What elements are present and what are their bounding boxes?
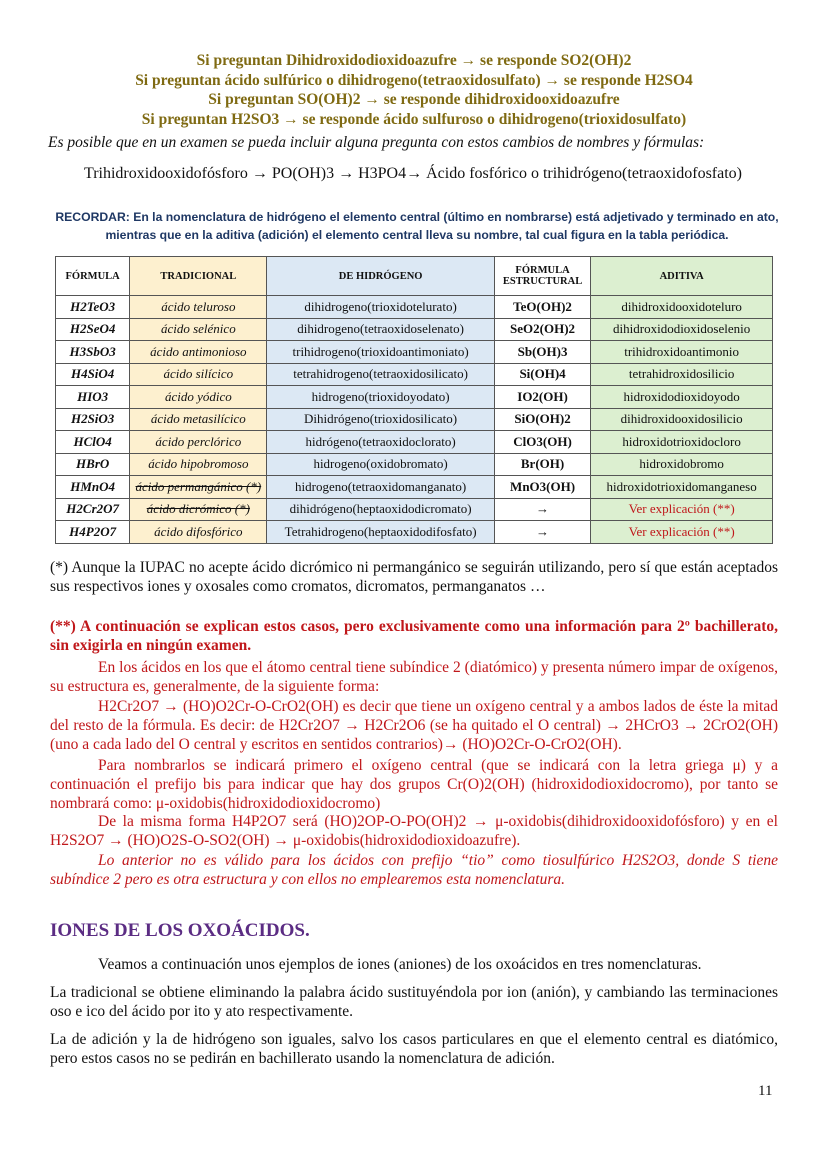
cell-formula: HBrO: [56, 453, 130, 476]
cell-formula: HClO4: [56, 431, 130, 454]
cell-hidrogeno: tetrahidrogeno(tetraoxidosilicato): [267, 363, 494, 386]
cell-tradicional: ácido metasilícico: [130, 408, 267, 431]
explanation-para-4: De la misma forma H4P2O7 será (HO)2OP-O-PO(OH)2 → μ-oxidobis(dihidroxidooxidofósforo) y en el H2S2O7 → (HO)O2S-O-SO2(OH) → μ-oxidobis(hidroxidodioxidoazufre).: [50, 813, 778, 849]
cell-estructural: ClO3(OH): [494, 431, 590, 454]
table-row: [56, 408, 773, 431]
cell-aditiva: dihidroxidooxidoteluro: [591, 296, 773, 319]
col-header-hidrogeno: DE HIDRÓGENO: [267, 257, 494, 296]
col-header-estructural: FÓRMULA ESTRUCTURAL: [494, 257, 590, 296]
cell-aditiva: Ver explicación (**): [591, 521, 773, 544]
exam-note: Es posible que en un examen se pueda incluir alguna pregunta con estos cambios de nombres y fórmulas:: [48, 134, 705, 151]
footnote-2: (**) A continuación se explican estos casos, pero exclusivamente como una información para 2º bachillerato, sin exigirla en ningún examen.: [50, 618, 778, 654]
cell-hidrogeno: hidrógeno(tetraoxidoclorato): [267, 431, 494, 454]
cell-aditiva: trihidroxidoantimonio: [591, 341, 773, 364]
cell-estructural: SiO(OH)2: [494, 408, 590, 431]
cell-estructural: →: [494, 498, 590, 521]
cell-estructural: SeO2(OH)2: [494, 318, 590, 341]
cell-aditiva: hidroxidotrioxidocloro: [591, 431, 773, 454]
cell-hidrogeno: Dihidrógeno(trioxidosilicato): [267, 408, 494, 431]
cell-tradicional: ácido antimonioso: [130, 341, 267, 364]
cell-hidrogeno: dihidrogeno(tetraoxidoselenato): [267, 318, 494, 341]
table-row: [56, 341, 773, 364]
cell-tradicional: ácido permangánico (*): [130, 476, 267, 499]
table-row: [56, 476, 773, 499]
cell-hidrogeno: Tetrahidrogeno(heptaoxidodifosfato): [267, 521, 494, 544]
cell-hidrogeno: dihidrógeno(heptaoxidodicromato): [267, 498, 494, 521]
cell-estructural: Br(OH): [494, 453, 590, 476]
cell-hidrogeno: hidrogeno(tetraoxidomanganato): [267, 476, 494, 499]
cell-formula: HIO3: [56, 386, 130, 409]
cell-tradicional: ácido teluroso: [130, 296, 267, 319]
table-row: [56, 521, 773, 544]
page-number: 11: [758, 1083, 773, 1099]
table-row: [56, 363, 773, 386]
cell-hidrogeno: trihidrogeno(trioxidoantimoniato): [267, 341, 494, 364]
cell-tradicional: ácido dicrómico (*): [130, 498, 267, 521]
nomenclature-table: [55, 256, 773, 544]
col-header-tradicional: TRADICIONAL: [130, 257, 267, 296]
header-line-4: Si preguntan H2SO3 → se responde ácido sulfuroso o dihidrogeno(trioxidosulfato): [141, 110, 687, 128]
cell-tradicional: ácido difosfórico: [130, 521, 267, 544]
header-line-3: Si preguntan SO(OH)2 → se responde dihidroxidooxidoazufre: [208, 91, 620, 108]
cell-estructural: MnO3(OH): [494, 476, 590, 499]
table-row: [56, 431, 773, 454]
cell-aditiva: dihidroxidodioxidoselenio: [591, 318, 773, 341]
cell-estructural: Sb(OH)3: [494, 341, 590, 364]
cell-estructural: →: [494, 521, 590, 544]
explanation-para-2: H2Cr2O7 → (HO)O2Cr-O-CrO2(OH) es decir que tiene un oxígeno central y a ambos lados de éste la mitad del resto de la fórmula. Es decir: de H2Cr2O7 → H2Cr2O6 (se ha quitado el O central) → 2HCrO3 → 2CrO2(OH) (uno a cada lado del O central y escritos en sentidos contrarios)→ (HO)O2Cr-O-CrO2(OH).: [50, 698, 778, 753]
cell-estructural: IO2(OH): [494, 386, 590, 409]
adicion-paragraph: La de adición y la de hidrógeno son iguales, salvo los casos particulares en que el elemento central es diatómico, pero estos casos no se pedirán en bachillerato usando la nomenclatura de adición.: [50, 1031, 778, 1067]
col-header-formula: FÓRMULA: [56, 257, 130, 296]
cell-estructural: Si(OH)4: [494, 363, 590, 386]
recordar-note: RECORDAR: En la nomenclatura de hidrógeno el elemento central (último en nombrarse) está adjetivado y terminado en ato, mientras que en la aditiva (adición) el elemento central lleva su nombre, tal cual figura en la tabla periódica.: [55, 210, 779, 242]
explanation-para-3: Para nombrarlos se indicará primero el oxígeno central (que se indicará con la letra griega μ) y a continuación el prefijo bis para indicar que hay dos grupos Cr(O)2(OH) (hidroxidodioxidocromo), por tanto se nombrará como: μ-oxidobis(hidroxidodioxidocromo): [50, 757, 778, 812]
cell-formula: H2SiO3: [56, 408, 130, 431]
cell-hidrogeno: hidrogeno(trioxidoyodato): [267, 386, 494, 409]
tradicional-paragraph: La tradicional se obtiene eliminando la palabra ácido sustituyéndola por ion (anión), y cambiando las terminaciones oso e ico del ácido por ito y ato respectivamente.: [50, 984, 778, 1020]
explanation-para-1: En los ácidos en los que el átomo central tiene subíndice 2 (diatómico) y presenta número impar de oxígenos, su estructura es, generalmente, de la siguiente forma:: [50, 659, 778, 695]
cell-aditiva: dihidroxidooxidosilicio: [591, 408, 773, 431]
table-header-row: [56, 257, 773, 296]
cell-tradicional: ácido perclórico: [130, 431, 267, 454]
table-row: [56, 318, 773, 341]
table-row: [56, 498, 773, 521]
cell-tradicional: ácido selénico: [130, 318, 267, 341]
table-row: [56, 386, 773, 409]
intro-paragraph: Veamos a continuación unos ejemplos de iones (aniones) de los oxoácidos en tres nomenclaturas.: [98, 956, 702, 973]
footnote-1: (*) Aunque la IUPAC no acepte ácido dicrómico ni permangánico se seguirán utilizando, pero sí que están aceptados sus respectivos iones y oxosales como cromatos, dicromatos, permanganatos …: [50, 559, 778, 595]
cell-aditiva: hidroxidotrioxidomanganeso: [591, 476, 773, 499]
cell-formula: H2SeO4: [56, 318, 130, 341]
header-line-2: Si preguntan ácido sulfúrico o dihidrogeno(tetraoxidosulfato) → se responde H2SO4: [135, 71, 693, 89]
cell-formula: H2TeO3: [56, 296, 130, 319]
cell-estructural: TeO(OH)2: [494, 296, 590, 319]
cell-formula: H4P2O7: [56, 521, 130, 544]
header-line-1: Si preguntan Dihidroxidodioxidoazufre → se responde SO2(OH)2: [196, 52, 632, 69]
col-header-aditiva: ADITIVA: [591, 257, 773, 296]
cell-hidrogeno: hidrogeno(oxidobromato): [267, 453, 494, 476]
cell-aditiva: hidroxidodioxidoyodo: [591, 386, 773, 409]
cell-formula: HMnO4: [56, 476, 130, 499]
section-heading: IONES DE LOS OXOÁCIDOS.: [50, 920, 310, 941]
cell-formula: H4SiO4: [56, 363, 130, 386]
cell-formula: H3SbO3: [56, 341, 130, 364]
cell-hidrogeno: dihidrogeno(trioxidotelurato): [267, 296, 494, 319]
cell-aditiva: tetrahidroxidosilicio: [591, 363, 773, 386]
cell-tradicional: ácido yódico: [130, 386, 267, 409]
table-row: [56, 296, 773, 319]
cell-formula: H2Cr2O7: [56, 498, 130, 521]
cell-tradicional: ácido silícico: [130, 363, 267, 386]
example-line: Trihidroxidooxidofósforo → PO(OH)3 → H3PO4→ Ácido fosfórico o trihidrógeno(tetraoxidofosfato): [84, 165, 742, 182]
table-row: [56, 453, 773, 476]
explanation-para-5: Lo anterior no es válido para los ácidos con prefijo “tio” como tiosulfúrico H2S2O3, donde S tiene subíndice 2 pero es otra estructura y con ellos no emplearemos esta nomenclatura.: [50, 852, 778, 888]
header-block: [0, 51, 828, 129]
cell-aditiva: Ver explicación (**): [591, 498, 773, 521]
cell-tradicional: ácido hipobromoso: [130, 453, 267, 476]
cell-aditiva: hidroxidobromo: [591, 453, 773, 476]
